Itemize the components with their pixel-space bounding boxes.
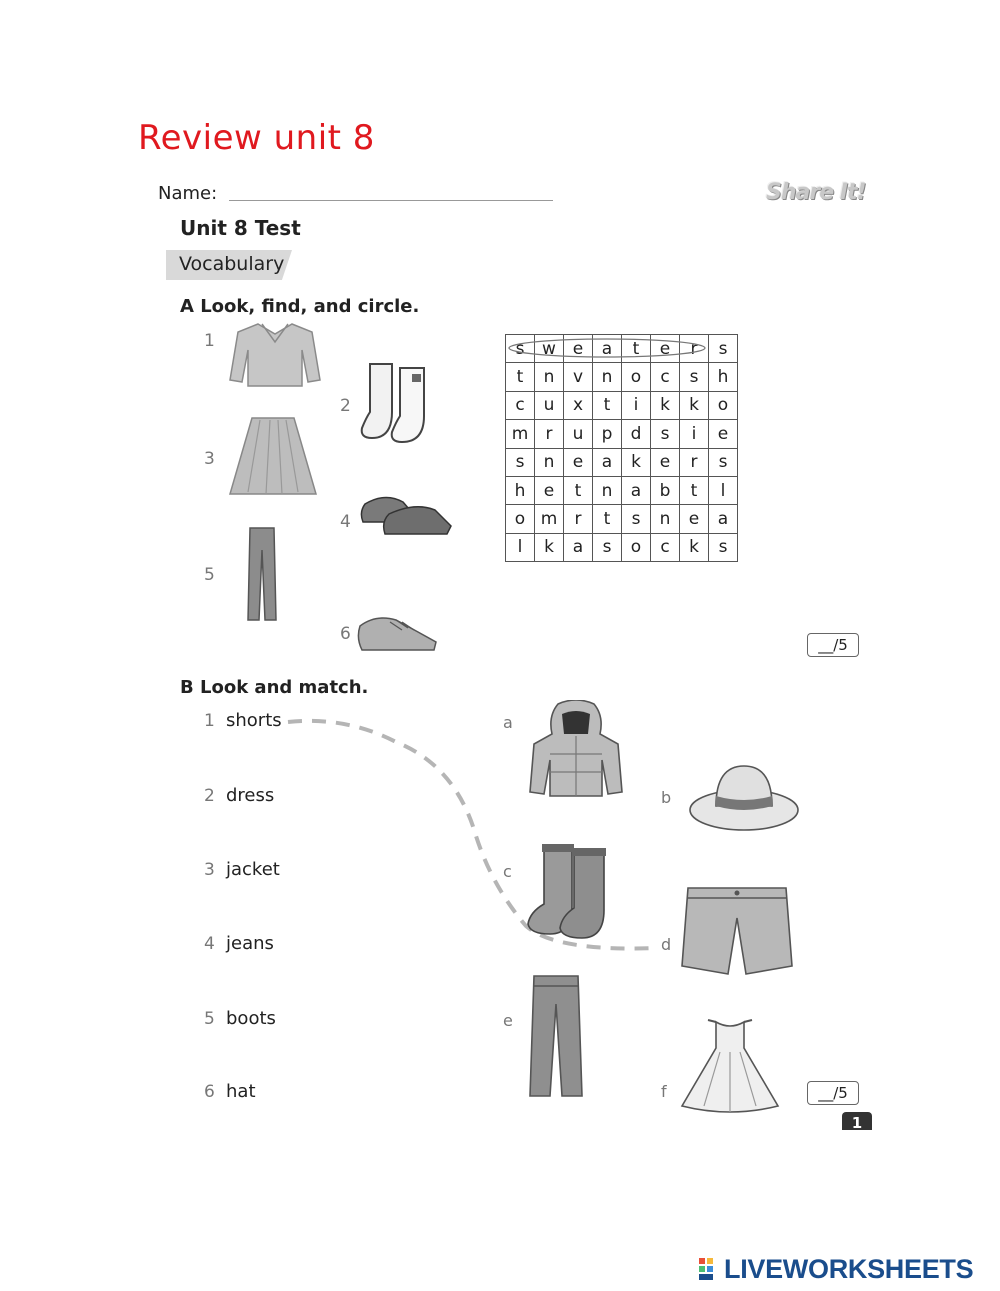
grid-row <box>506 363 738 391</box>
grid-cell[interactable]: k <box>680 391 709 419</box>
grid-cell[interactable]: e <box>651 448 680 476</box>
match-word-jeans[interactable]: jeans <box>226 933 274 954</box>
section-b-score: __/5 <box>807 1081 859 1105</box>
grid-cell[interactable]: k <box>622 448 651 476</box>
grid-cell[interactable]: a <box>593 448 622 476</box>
grid-row <box>506 505 738 533</box>
grid-cell[interactable]: s <box>593 533 622 561</box>
trousers-icon <box>244 526 280 622</box>
grid-cell[interactable]: m <box>535 505 564 533</box>
socks-icon <box>358 358 442 444</box>
grid-cell[interactable]: i <box>680 420 709 448</box>
match-word-hat[interactable]: hat <box>226 1081 256 1102</box>
match-number-1: 1 <box>204 711 215 731</box>
grid-cell[interactable]: e <box>651 335 680 363</box>
share-it-logo: Share It! <box>766 180 866 205</box>
liveworksheets-logo-icon <box>699 1258 721 1280</box>
grid-cell[interactable]: a <box>622 476 651 504</box>
grid-cell[interactable]: v <box>564 363 593 391</box>
grid-row <box>506 391 738 419</box>
grid-cell[interactable]: o <box>709 391 738 419</box>
grid-cell[interactable]: l <box>506 533 535 561</box>
grid-cell[interactable]: k <box>680 533 709 561</box>
sweater-icon <box>228 320 322 390</box>
grid-cell[interactable]: c <box>651 533 680 561</box>
skirt-icon <box>228 416 318 498</box>
word-search-grid[interactable] <box>505 334 738 562</box>
grid-cell[interactable]: k <box>535 533 564 561</box>
match-letter-f: f <box>661 1082 667 1101</box>
grid-cell[interactable]: r <box>680 335 709 363</box>
grid-cell[interactable]: s <box>709 448 738 476</box>
grid-cell[interactable]: n <box>535 448 564 476</box>
match-word-dress[interactable]: dress <box>226 785 275 806</box>
grid-cell[interactable]: a <box>593 335 622 363</box>
match-word-shorts[interactable]: shorts <box>226 710 282 731</box>
grid-cell[interactable]: a <box>709 505 738 533</box>
match-number-2: 2 <box>204 786 215 806</box>
grid-cell[interactable]: i <box>622 391 651 419</box>
grid-cell[interactable]: u <box>564 420 593 448</box>
item-number-5: 5 <box>204 565 215 585</box>
section-a-heading: A Look, find, and circle. <box>180 296 420 317</box>
grid-cell[interactable]: n <box>651 505 680 533</box>
grid-cell[interactable]: c <box>506 391 535 419</box>
grid-cell[interactable]: r <box>680 448 709 476</box>
grid-cell[interactable]: e <box>709 420 738 448</box>
grid-cell[interactable]: p <box>593 420 622 448</box>
grid-cell[interactable]: u <box>535 391 564 419</box>
name-field[interactable] <box>229 200 553 201</box>
grid-cell[interactable]: e <box>535 476 564 504</box>
grid-cell[interactable]: t <box>564 476 593 504</box>
item-number-6: 6 <box>340 624 351 644</box>
grid-cell[interactable]: t <box>622 335 651 363</box>
grid-cell[interactable]: o <box>622 533 651 561</box>
liveworksheets-logo: LIVEWORKSHEETS <box>724 1254 974 1284</box>
grid-cell[interactable]: e <box>564 335 593 363</box>
grid-cell[interactable]: l <box>709 476 738 504</box>
grid-cell[interactable]: n <box>593 363 622 391</box>
dress-icon <box>680 1018 780 1114</box>
match-letter-b: b <box>661 788 672 807</box>
grid-cell[interactable]: w <box>535 335 564 363</box>
grid-cell[interactable]: s <box>680 363 709 391</box>
match-number-6: 6 <box>204 1082 215 1102</box>
match-number-5: 5 <box>204 1009 215 1029</box>
grid-cell[interactable]: a <box>564 533 593 561</box>
shorts-icon <box>680 884 794 978</box>
hat-icon <box>688 762 800 834</box>
shoes-icon <box>355 488 455 544</box>
page-title: Review unit 8 <box>138 118 375 158</box>
grid-cell[interactable]: s <box>506 448 535 476</box>
name-label: Name: <box>158 183 218 204</box>
grid-cell[interactable]: t <box>506 363 535 391</box>
grid-cell[interactable]: s <box>622 505 651 533</box>
boots-icon <box>526 842 620 940</box>
grid-row <box>506 420 738 448</box>
grid-cell[interactable]: s <box>651 420 680 448</box>
grid-cell[interactable]: t <box>680 476 709 504</box>
grid-row <box>506 476 738 504</box>
grid-cell[interactable]: n <box>535 363 564 391</box>
item-number-1: 1 <box>204 331 215 351</box>
grid-cell[interactable]: d <box>622 420 651 448</box>
grid-cell[interactable]: r <box>564 505 593 533</box>
section-a-score: __/5 <box>807 633 859 657</box>
grid-cell[interactable]: o <box>506 505 535 533</box>
jacket-icon <box>528 700 624 800</box>
vocabulary-tab-label: Vocabulary <box>179 253 285 275</box>
match-number-4: 4 <box>204 934 215 954</box>
grid-cell[interactable]: k <box>651 391 680 419</box>
grid-cell[interactable]: r <box>535 420 564 448</box>
page-number-badge: 1 <box>842 1112 872 1130</box>
item-number-2: 2 <box>340 396 351 416</box>
section-b-heading: B Look and match. <box>180 677 369 698</box>
match-letter-e: e <box>503 1011 513 1030</box>
grid-cell[interactable]: c <box>651 363 680 391</box>
grid-cell[interactable]: n <box>593 476 622 504</box>
grid-cell[interactable]: t <box>593 505 622 533</box>
unit-title: Unit 8 Test <box>180 216 301 240</box>
grid-cell[interactable]: o <box>622 363 651 391</box>
match-letter-d: d <box>661 935 672 954</box>
grid-cell[interactable]: e <box>680 505 709 533</box>
item-number-4: 4 <box>340 512 351 532</box>
match-word-jacket[interactable]: jacket <box>226 859 280 880</box>
match-number-3: 3 <box>204 860 215 880</box>
grid-cell[interactable]: b <box>651 476 680 504</box>
grid-cell[interactable]: s <box>506 335 535 363</box>
jeans-icon <box>526 974 586 1098</box>
grid-cell[interactable]: e <box>564 448 593 476</box>
sneakers-icon <box>356 610 440 656</box>
grid-row <box>506 533 738 561</box>
item-number-3: 3 <box>204 449 215 469</box>
grid-cell[interactable]: s <box>709 335 738 363</box>
grid-cell[interactable]: t <box>593 391 622 419</box>
grid-cell[interactable]: h <box>709 363 738 391</box>
match-letter-c: c <box>503 862 512 881</box>
grid-cell[interactable]: m <box>506 420 535 448</box>
match-letter-a: a <box>503 713 513 732</box>
example-answer-circle <box>505 334 709 362</box>
match-word-boots[interactable]: boots <box>226 1008 276 1029</box>
grid-cell[interactable]: h <box>506 476 535 504</box>
grid-cell[interactable]: x <box>564 391 593 419</box>
grid-cell[interactable]: s <box>709 533 738 561</box>
grid-row <box>506 448 738 476</box>
